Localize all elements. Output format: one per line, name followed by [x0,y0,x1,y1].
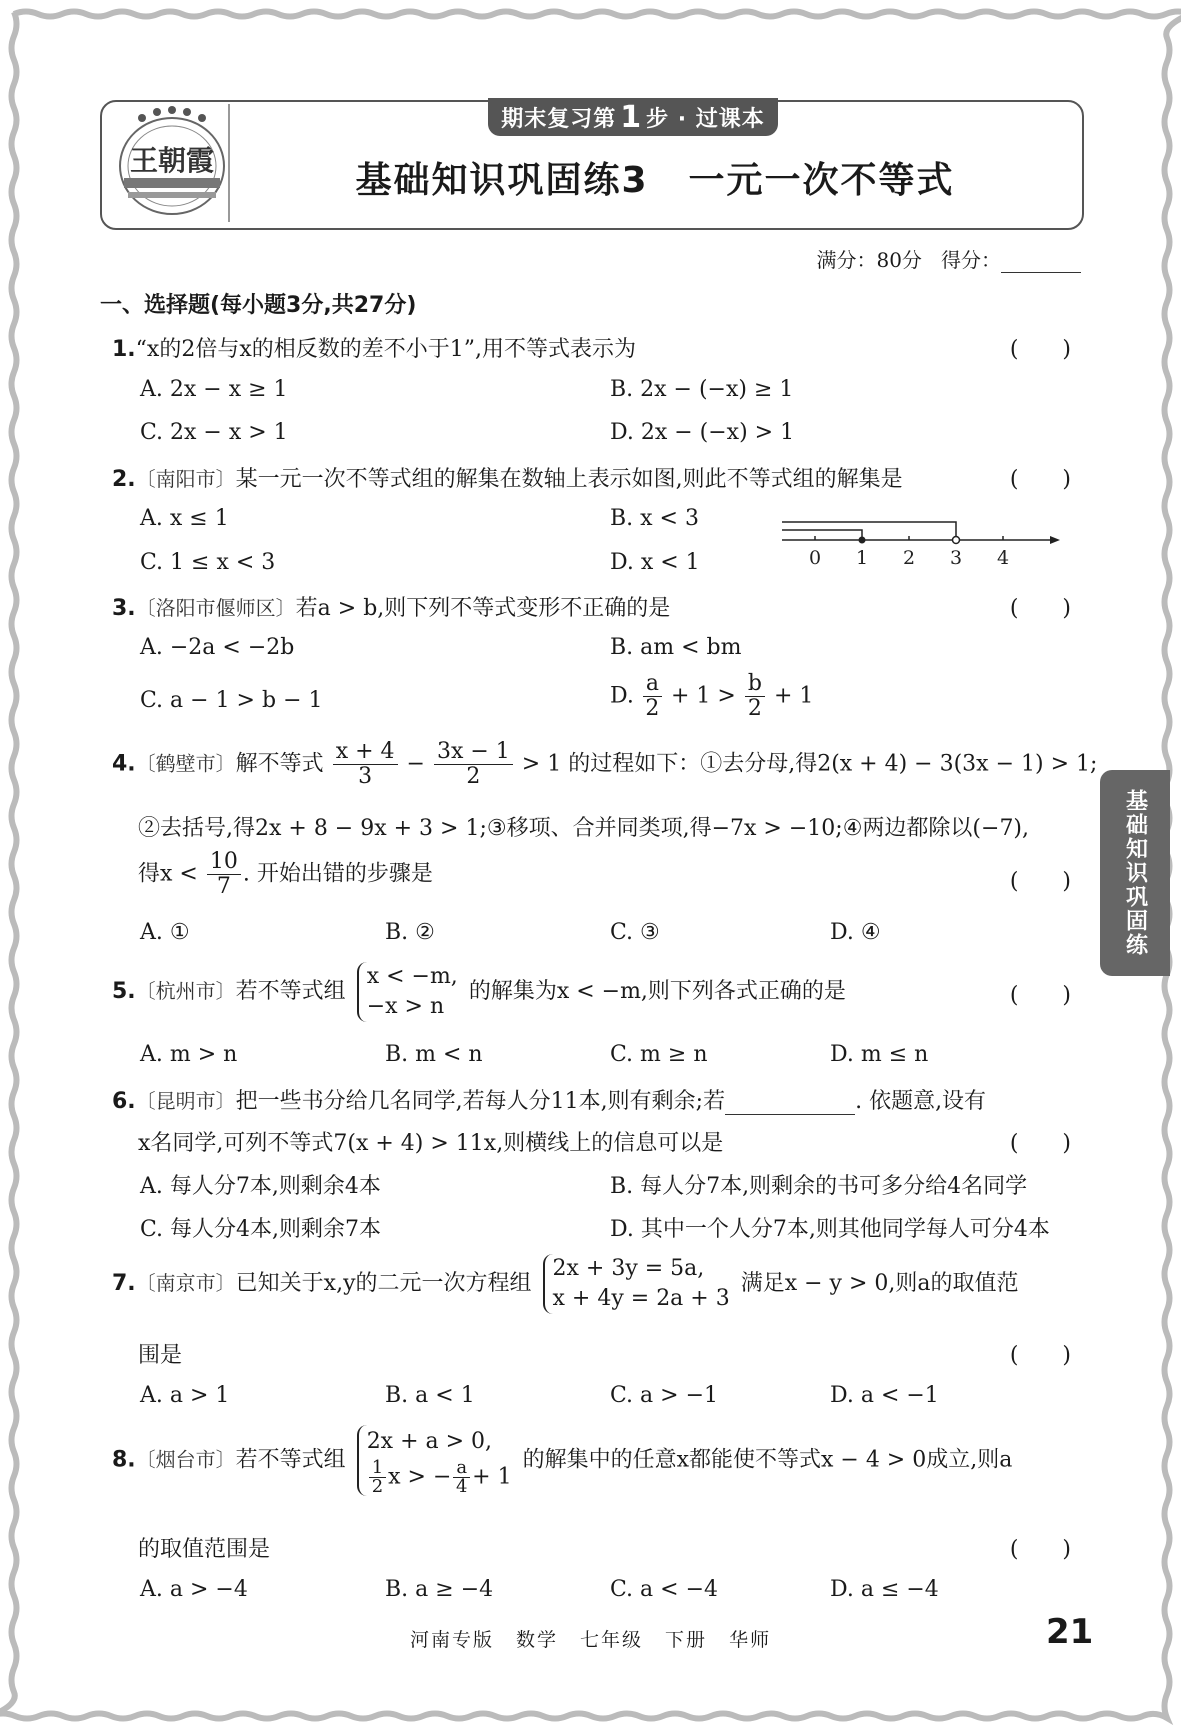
question-8: 8.〔烟台市〕若不等式组 2x + a > 0, $\frac{1}{2}$ x > − $\frac{a}{4}$ + 1 的解集中的任意x都能使不等式x − 4 > 0成立,则a [112,1425,1012,1496]
question-2: 2.〔南阳市〕某一元一次不等式组的解集在数轴上表示如图,则此不等式组的解集是 [112,467,903,492]
q4-option-b: B. ② [385,920,435,945]
logo [112,106,232,218]
q4-line-2: ②去括号,得2x + 8 − 9x + 3 > 1;③移项、合并同类项,得−7x > −10;④两边都除以(−7), [138,816,1030,841]
answer-paren-7[interactable]: ( ) [1009,1343,1071,1368]
section-heading: 一、选择题(每小题3分,共27分) [100,293,417,318]
q3-option-b: B. am < bm [610,635,742,660]
question-7: 7.〔南京市〕已知关于x,y的二元一次方程组 2x + 3y = 5a, x + 4y = 2a + 3 满足x − y > 0,则a的取值范 [112,1254,1019,1314]
page-number: 21 [1046,1612,1094,1652]
question-3: 3.〔洛阳市偃师区〕若a > b,则下列不等式变形不正确的是 [112,596,671,621]
tick-label-4: 4 [996,547,1010,569]
q7-line-2: 围是 [138,1343,183,1368]
chapter-tag: 期末复习第 1 步 · 过课本 [488,98,778,136]
q2-option-b: B. x < 3 [610,506,699,531]
tick-label-1: 1 [855,547,869,569]
side-section-tab: 基础知识巩固练 [1100,770,1170,976]
q2-option-a: A. x ≤ 1 [140,506,229,531]
page-title: 基础知识巩固练3 一元一次不等式 [355,160,955,201]
q6-option-d: D. 其中一个人分7本,则其他同学每人可分4本 [610,1217,1050,1242]
q1-option-d: D. 2x − (−x) > 1 [610,420,795,445]
q7-option-b: B. a < 1 [385,1383,475,1408]
answer-paren-3[interactable]: ( ) [1009,596,1071,621]
q4-option-c: C. ③ [610,920,660,945]
footer: 河南专版 数学 七年级 下册 华师 [410,1629,772,1651]
q6-line-2: x名同学,可列不等式7(x + 4) > 11x,则横线上的信息可以是 [138,1131,724,1156]
answer-paren-6[interactable]: ( ) [1009,1131,1071,1156]
svg-text:王朝霞: 王朝霞 [129,144,215,177]
question-4: 4.〔鹤壁市〕解不等式 $\frac{x + 4}{3}$ − $\frac{3x - 1}{2}$ > 1 的过程如下：①去分母,得2(x + 4) − 3(3x − 1) > 1; [112,739,1098,789]
answer-paren-2[interactable]: ( ) [1009,467,1071,492]
q4-line-3: 得x < $\frac{10}{7}$ . 开始出错的步骤是 [138,849,433,899]
q6-option-b: B. 每人分7本,则剩余的书可多分给4名同学 [610,1174,1028,1199]
answer-paren-1[interactable]: ( ) [1009,337,1071,362]
answer-paren-5[interactable]: ( ) [1009,983,1071,1008]
q6-option-c: C. 每人分4本,则剩余7本 [140,1217,382,1242]
q5-option-c: C. m ≥ n [610,1042,708,1067]
q2-option-d: D. x < 1 [610,550,700,575]
number-line [770,512,1070,572]
tick-label-0: 0 [808,547,822,569]
score-blank[interactable] [1001,254,1081,273]
q4-option-a: A. ① [140,920,190,945]
q3-option-c: C. a − 1 > b − 1 [140,688,323,713]
score-line: 满分：80分 得分： [816,244,1081,273]
open-dot [953,537,960,544]
answer-paren-8[interactable]: ( ) [1009,1537,1071,1562]
q5-option-b: B. m < n [385,1042,483,1067]
logo-divider [228,104,230,222]
q8-option-c: C. a < −4 [610,1577,719,1602]
q1-option-b: B. 2x − (−x) ≥ 1 [610,377,794,402]
q8-line-2: 的取值范围是 [138,1537,271,1562]
tick-label-2: 2 [902,547,916,569]
q6-option-a: A. 每人分7本,则剩余4本 [140,1174,381,1199]
question-6: 6.〔昆明市〕把一些书分给几名同学,若每人分11本,则有剩余;若 . 依题意,设有 [112,1089,987,1114]
q1-option-a: A. 2x − x ≥ 1 [140,377,288,402]
closed-dot [859,537,866,544]
q3-option-a: A. −2a < −2b [140,635,295,660]
q6-blank[interactable] [725,1094,855,1115]
q8-option-a: A. a > −4 [140,1577,248,1602]
question-5: 5.〔杭州市〕若不等式组 x < −m, −x > n 的解集为x < −m,则下列各式正确的是 [112,962,846,1022]
q7-option-c: C. a > −1 [610,1383,719,1408]
tick-label-3: 3 [949,547,963,569]
q3-option-d: D. $\frac{a}{2}$ + 1 > $\frac{b}{2}$ + 1 [610,671,814,721]
q7-option-d: D. a < −1 [830,1383,939,1408]
answer-paren-4[interactable]: ( ) [1009,869,1071,894]
q8-option-b: B. a ≥ −4 [385,1577,494,1602]
q5-option-a: A. m > n [140,1042,238,1067]
question-1: 1.“x的2倍与x的相反数的差不小于1”,用不等式表示为 [112,337,636,362]
q7-option-a: A. a > 1 [140,1383,230,1408]
q1-option-c: C. 2x − x > 1 [140,420,288,445]
q8-option-d: D. a ≤ −4 [830,1577,939,1602]
q5-option-d: D. m ≤ n [830,1042,929,1067]
q4-option-d: D. ④ [830,920,881,945]
q2-option-c: C. 1 ≤ x < 3 [140,550,276,575]
